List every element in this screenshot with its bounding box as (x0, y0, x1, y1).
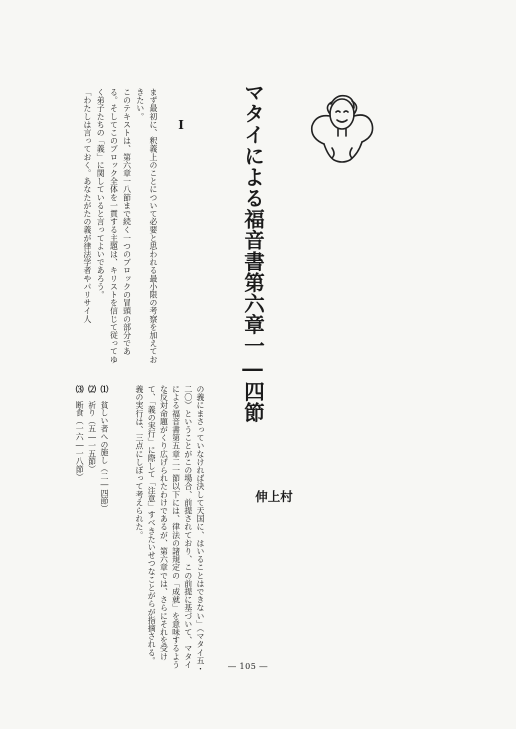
topic-list (50, 385, 110, 525)
paragraph: 「わたしは言っておく。あなたがたの義が律法学者やパリサイ人 (82, 88, 92, 323)
body-text-upper (48, 88, 160, 368)
list-text: 祈り（五―一五節） (87, 400, 97, 474)
author-char: 伸 (253, 490, 269, 503)
page-number: ― 105 ― (228, 662, 268, 671)
list-number: ⑶ (75, 385, 85, 393)
list-text: 貧しい者への施し（二―四節） (100, 400, 109, 513)
list-item (85, 385, 97, 525)
paragraph: このテキストは、第六章一八節まで続く一つのブロックの冒頭の部分である。そしてこのブロック全体を一貫する主題は、キリストを信じて従ってゆく弟子たちの「義」に関していると言ってよいであろう。 (96, 88, 132, 364)
paragraph: の義にまさっていなければ決して天国に、はいることはできない」（マタイ五・二〇）ということがこの場合、前提されており、この前提に基づいて、マタイによる福音書第五章二一節以下には、律法の諸規定の「成就」を意味するような反対命題がくり広げられたわけであるが、第六章では、さらにそれを受けて、「義の実行」に際して「注意」すべきたいせつなことがらが指摘される。 (147, 385, 205, 673)
article-title: マタイによる福音書第六章一―四節 (240, 82, 265, 424)
author-char: 上 (266, 490, 281, 503)
author-char: 村 (278, 490, 294, 503)
list-item (73, 385, 85, 525)
paragraph: まず最初に、釈義上のことについて必要と思われる最小限の考察を加えておきたい。 (135, 88, 158, 364)
body-text-lower (118, 385, 206, 675)
figure-illustration (302, 86, 382, 176)
section-number: I (174, 118, 188, 132)
list-item (98, 385, 110, 525)
list-text: 断食（一六―一八節） (75, 400, 85, 481)
list-number: ⑵ (87, 385, 97, 393)
author-name (254, 490, 292, 529)
paragraph: 義の実行は、三点にしぼって考えられた。 (134, 385, 144, 539)
list-number: ⑴ (100, 385, 109, 393)
